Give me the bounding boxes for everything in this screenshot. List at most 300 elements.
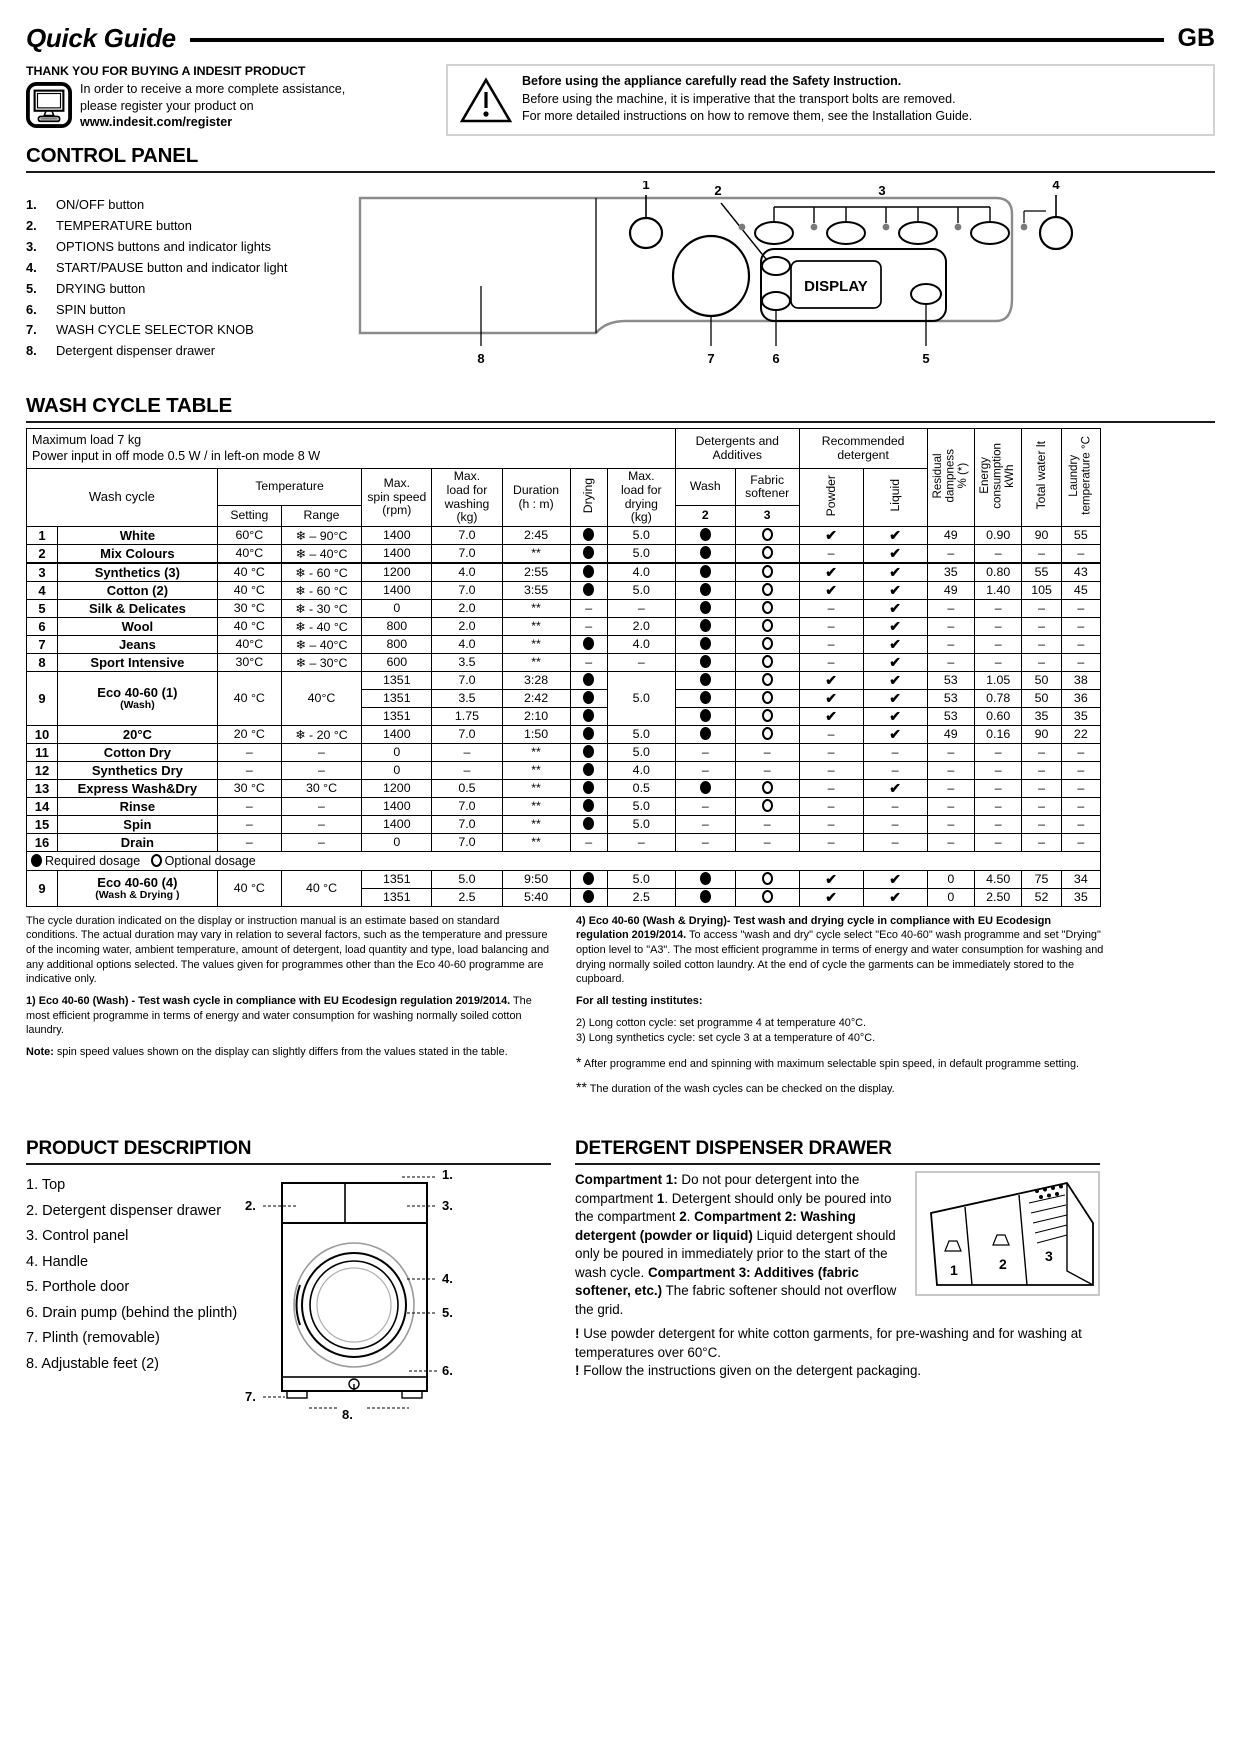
setting-header: Setting [217,506,281,526]
table-cell: – [975,743,1022,761]
table-cell: – [217,833,281,851]
svg-text:2: 2 [999,1256,1007,1273]
table-cell: – [927,599,974,617]
table-cell [675,671,735,689]
table-cell [570,870,607,888]
table-body-lower [27,725,1101,851]
table-cell: 7.0 [432,815,502,833]
table-cell: – [607,599,675,617]
table-cell [675,544,735,563]
item-number: 4. [26,259,37,275]
row-cycle-name: Rinse [57,797,217,815]
table-cell: 7.0 [432,833,502,851]
table-cell: 50 [1022,689,1061,707]
table-cell: – [927,617,974,635]
table-cell: 1400 [362,815,432,833]
optional-dosage-icon [151,854,162,867]
svg-text:6.: 6. [442,1363,454,1379]
range-header: Range [281,506,361,526]
footnotes-right-column [576,914,1104,1104]
table-cell: – [607,653,675,671]
table-row [27,563,1101,582]
table-cell [675,563,735,582]
table-cell: – [975,761,1022,779]
table-cell [675,779,735,797]
table-cell: 2.0 [607,617,675,635]
svg-text:5.: 5. [442,1305,454,1321]
check-icon: ✔ [889,671,901,688]
item-label: ON/OFF button [56,197,145,212]
table-cell: 0.80 [975,563,1022,582]
table-cell [863,599,927,617]
table-cell: 0.60 [975,707,1022,725]
table-cell: 30°C [217,653,281,671]
table-cell: 45 [1061,581,1100,599]
table-cell: 800 [362,617,432,635]
table-cell: 4.0 [607,761,675,779]
check-icon: ✔ [889,725,901,742]
table-cell: 1400 [362,797,432,815]
table-cell: ❄ - 60 °C [281,581,361,599]
table-cell [863,635,927,653]
table-body-eco-wash [27,671,1101,725]
dosage-legend-row [27,851,1101,870]
table-cell: 800 [362,635,432,653]
table-cell: – [975,599,1022,617]
table-cell: 60°C [217,526,281,544]
detergents-header-line2: Additives [712,447,762,462]
table-cell [570,689,607,707]
table-cell: 36 [1061,689,1100,707]
table-cell [570,779,607,797]
table-cell: 1400 [362,725,432,743]
filled-dot-icon [583,799,594,812]
table-row [27,833,1101,851]
table-cell: – [570,599,607,617]
register-line-2: please register your product on [80,98,254,113]
safety-notice-text [522,73,972,126]
table-cell: 9:50 [502,870,570,888]
table-cell: 40 °C [217,581,281,599]
row-cycle-name: Sport Intensive [57,653,217,671]
testing-institutes-title: For all testing institutes: [576,994,703,1007]
footnotes-section [26,914,1104,1104]
item-label: TEMPERATURE button [56,217,192,233]
table-cell: – [863,743,927,761]
open-dot-icon [762,546,773,559]
table-cell: ❄ – 40°C [281,635,361,653]
table-cell: 1200 [362,779,432,797]
filled-dot-icon [700,727,711,740]
recommended-header-line1: Recommended [821,433,905,448]
max-spin-speed-header: Max. spin speed (rpm) [362,469,432,527]
cycle-duration-note: The cycle duration indicated on the display or instruction manual is an estimate based on standard conditions. The actual duration may vary in relation to several factors, such as the temperature and pressure of the incoming water, ambient temperature, amount of detergent, load quantity and type, load balancing and any additional options selected. The values given for programmes other than the Eco 40-60 programme are indicative only. [26,914,550,986]
table-cell: 1351 [362,671,432,689]
table-cell: 7.0 [432,581,502,599]
filled-dot-icon [583,546,594,559]
table-cell [675,581,735,599]
table-cell: – [1022,743,1061,761]
table-cell [735,870,799,888]
svg-text:8: 8 [477,351,485,366]
table-cell: 0.5 [607,779,675,797]
table-cell: 7.0 [432,797,502,815]
wash-cycle-table [26,428,1101,907]
table-cell: 5.0 [607,815,675,833]
row-cycle-name: Drain [57,833,217,851]
table-cell [570,888,607,906]
list-item: 3. Control panel [26,1228,129,1245]
table-cell: 2:42 [502,689,570,707]
filled-dot-icon [700,655,711,668]
table-cell: – [975,544,1022,563]
row-cycle-name: Eco 40-60 (1) (Wash) [57,671,217,725]
table-cell: – [927,833,974,851]
intro-section [26,64,1215,136]
table-cell: – [735,761,799,779]
table-cell: – [799,761,863,779]
filled-dot-icon [583,528,594,541]
table-cell [735,888,799,906]
dispenser-warnings [575,1325,1100,1381]
check-icon: ✔ [889,599,901,616]
table-cell: – [975,797,1022,815]
filled-dot-icon [583,709,594,722]
table-cell: ** [502,815,570,833]
table-cell: – [281,797,361,815]
svg-text:6: 6 [772,351,780,366]
table-cell: – [607,833,675,851]
table-cell: – [675,797,735,815]
table-cell: – [975,833,1022,851]
table-cell: – [217,761,281,779]
table-row [27,653,1101,671]
table-cell: 30 °C [217,599,281,617]
filled-dot-icon [700,691,711,704]
list-item [26,320,356,341]
open-dot-icon [762,528,773,541]
table-cell: – [1022,599,1061,617]
table-cell [735,617,799,635]
open-dot-icon [762,872,773,885]
table-cell [799,870,863,888]
check-icon: ✔ [889,526,901,543]
row-cycle-name: Mix Colours [57,544,217,563]
table-cell: 90 [1022,725,1061,743]
open-dot-icon [762,691,773,704]
table-cell [570,544,607,563]
check-icon: ✔ [889,707,901,724]
table-row [27,815,1101,833]
table-cell: ❄ – 30°C [281,653,361,671]
row-index: 9 [27,671,58,725]
detergents-header-line1: Detergents and [695,433,779,448]
row-index: 8 [27,653,58,671]
table-row [27,797,1101,815]
row-cycle-name: Jeans [57,635,217,653]
check-icon: ✔ [889,653,901,670]
double-star-footnote: ** The duration of the wash cycles can be checked on the display. [576,1079,895,1096]
testing-note-3: 3) Long synthetics cycle: set cycle 3 at a temperature of 40°C. [576,1032,876,1045]
table-cell: – [975,815,1022,833]
open-dot-icon [762,601,773,614]
table-cell: – [799,779,863,797]
table-cell: 5.0 [607,671,675,725]
table-info-cell [27,429,676,469]
list-item [26,300,356,321]
open-dot-icon [762,799,773,812]
table-cell: 1200 [362,563,432,582]
list-item: 2. Detergent dispenser drawer [26,1202,222,1219]
table-cell [675,617,735,635]
table-cell: 53 [927,707,974,725]
table-cell: 2.50 [975,888,1022,906]
table-cell: – [1022,833,1061,851]
table-legend [27,851,1101,870]
check-icon: ✔ [825,870,837,887]
dispenser-heading: DETERGENT DISPENSER DRAWER [575,1138,892,1160]
table-cell: – [1022,617,1061,635]
safety-line-2: Before using the machine, it is imperative that the transport bolts are removed. [522,91,956,106]
table-cell [735,581,799,599]
row-cycle-name: Spin [57,815,217,833]
row-index: 11 [27,743,58,761]
table-cell: – [1061,743,1100,761]
table-cell: 40°C [281,671,361,725]
filled-dot-icon [700,890,711,903]
table-cell [863,653,927,671]
table-row [27,581,1101,599]
table-cell: 4.0 [607,563,675,582]
row-index: 14 [27,797,58,815]
table-cell: – [799,653,863,671]
compartment-1-label: Compartment 1: [575,1172,678,1188]
table-cell [675,689,735,707]
liquid-header: Liquid [863,469,927,527]
total-water-header: Total water lt [1022,429,1061,527]
table-cell [863,617,927,635]
table-cell: 105 [1022,581,1061,599]
table-cell: 4.0 [607,635,675,653]
filled-dot-icon [700,872,711,885]
table-cell: – [1061,815,1100,833]
drawer-illustration [917,1173,1098,1294]
table-cell: 52 [1022,888,1061,906]
dosage-legend-cell [27,851,1101,870]
table-cell: – [863,761,927,779]
svg-text:1: 1 [950,1262,958,1279]
table-cell [799,689,863,707]
table-cell: 34 [1061,870,1100,888]
filled-dot-icon [583,745,594,758]
monitor-icon [26,82,72,128]
table-cell: – [1061,635,1100,653]
table-cell: – [1061,797,1100,815]
table-cell: 3.5 [432,653,502,671]
check-icon: ✔ [825,581,837,598]
row-index: 9 [27,870,58,906]
filled-dot-icon [700,546,711,559]
filled-dot-icon [700,673,711,686]
check-icon: ✔ [889,779,901,796]
table-cell [675,707,735,725]
table-cell: – [1022,779,1061,797]
safety-notice-box [446,64,1215,136]
table-cell: – [799,815,863,833]
table-cell: – [799,743,863,761]
svg-text:4: 4 [1052,181,1060,192]
table-cell [735,725,799,743]
filled-dot-icon [583,781,594,794]
table-cell: – [863,815,927,833]
check-icon: ✔ [825,707,837,724]
table-cell: – [570,653,607,671]
list-item: 5. Porthole door [26,1279,130,1296]
table-cell: – [799,617,863,635]
table-cell [735,599,799,617]
row-index: 5 [27,599,58,617]
list-item [26,258,356,279]
filled-dot-icon [583,890,594,903]
table-body-upper [27,526,1101,671]
list-item: 1. Top [26,1177,66,1194]
row-index: 12 [27,761,58,779]
table-cell: – [863,833,927,851]
filled-dot-icon [583,583,594,596]
max-load-drying-header: Max. load for drying (kg) [607,469,675,527]
table-cell [675,526,735,544]
table-row [27,635,1101,653]
table-cell: – [570,833,607,851]
eco-wash-drying-note: 4) Eco 40-60 (Wash & Drying)- Test wash and drying cycle in compliance with EU Ecodesign regulation 2019/2014. To access "wash and dry" cycle select "Eco 40-60" wash programme and set "Drying" option level to "A3". The most efficient programme in terms of energy and water consumption for washing and drying normally soiled cotton laundry. At the end of cycle the garments can be immediately stored to the cupboard. [576,914,1104,986]
table-cell: 40 °C [217,870,281,906]
table-cell: 40 °C [217,563,281,582]
row-index: 13 [27,779,58,797]
table-cell [675,888,735,906]
row-index: 15 [27,815,58,833]
table-cell: – [217,797,281,815]
table-cell: 0.78 [975,689,1022,707]
table-row [27,743,1101,761]
table-cell: 0 [927,870,974,888]
table-cell: 4.0 [432,563,502,582]
list-item [26,341,356,362]
table-cell: – [927,779,974,797]
svg-text:1.: 1. [442,1167,454,1183]
item-label: START/PAUSE button and indicator light [56,259,288,275]
table-cell: ** [502,743,570,761]
row-index: 1 [27,526,58,544]
table-cell: – [735,743,799,761]
table-cell: – [927,653,974,671]
row-index: 6 [27,617,58,635]
table-cell: – [975,635,1022,653]
svg-text:DISPLAY: DISPLAY [804,278,868,295]
table-cell [863,707,927,725]
table-cell: 55 [1022,563,1061,582]
list-item [26,216,356,237]
table-cell: 5.0 [607,544,675,563]
dispenser-column [575,1130,1100,1425]
wash-cycle-table-rule [26,421,1215,423]
table-cell: 38 [1061,671,1100,689]
row-index: 10 [27,725,58,743]
table-cell: ** [502,761,570,779]
table-cell [863,725,927,743]
table-row [27,671,1101,689]
item-number: 6. [26,301,37,317]
table-cell: ** [502,599,570,617]
table-cell: – [799,797,863,815]
table-cell: 7.0 [432,725,502,743]
dispenser-rule [575,1163,1100,1165]
item-number: 5. [26,280,37,296]
open-dot-icon [762,673,773,686]
item-number: 2. [26,217,37,233]
table-cell: ❄ - 20 °C [281,725,361,743]
row-index: 16 [27,833,58,851]
svg-text:3: 3 [1045,1248,1053,1265]
table-cell: 5.0 [607,743,675,761]
svg-text:1: 1 [642,181,650,192]
check-icon: ✔ [889,870,901,887]
open-dot-icon [762,727,773,740]
table-cell [863,563,927,582]
compartment-2-header: 2 [675,506,735,526]
table-cell: ** [502,779,570,797]
footnotes-left-column [26,914,554,1104]
table-row [27,599,1101,617]
table-cell [735,635,799,653]
filled-dot-icon [700,528,711,541]
svg-text:3.: 3. [442,1198,454,1214]
table-cell [675,653,735,671]
table-row [27,870,1101,888]
table-cell [675,870,735,888]
table-cell: – [1061,833,1100,851]
table-cell [570,671,607,689]
recommended-header-line2: detergent [837,447,889,462]
table-cell [735,526,799,544]
filled-dot-icon [583,872,594,885]
row-cycle-name: Wool [57,617,217,635]
product-description-column [26,1130,551,1425]
filled-dot-icon [700,781,711,794]
table-cell: – [975,653,1022,671]
table-cell [570,707,607,725]
table-cell: 1351 [362,870,432,888]
table-cell: 30 °C [217,779,281,797]
table-cell: 0.5 [432,779,502,797]
item-label: WASH CYCLE SELECTOR KNOB [56,322,254,338]
table-cell: 1400 [362,526,432,544]
table-cell: – [1022,815,1061,833]
table-cell: ❄ - 40 °C [281,617,361,635]
table-cell: 1400 [362,544,432,563]
table-cell: – [927,797,974,815]
table-cell [570,815,607,833]
row-index: 7 [27,635,58,653]
svg-text:7: 7 [707,351,715,366]
table-cell [863,888,927,906]
table-cell: 2:10 [502,707,570,725]
open-dot-icon [762,890,773,903]
table-cell: ** [502,833,570,851]
table-cell: – [799,635,863,653]
powder-header: Powder [799,469,863,527]
thank-you-text [80,81,345,131]
table-cell [799,888,863,906]
